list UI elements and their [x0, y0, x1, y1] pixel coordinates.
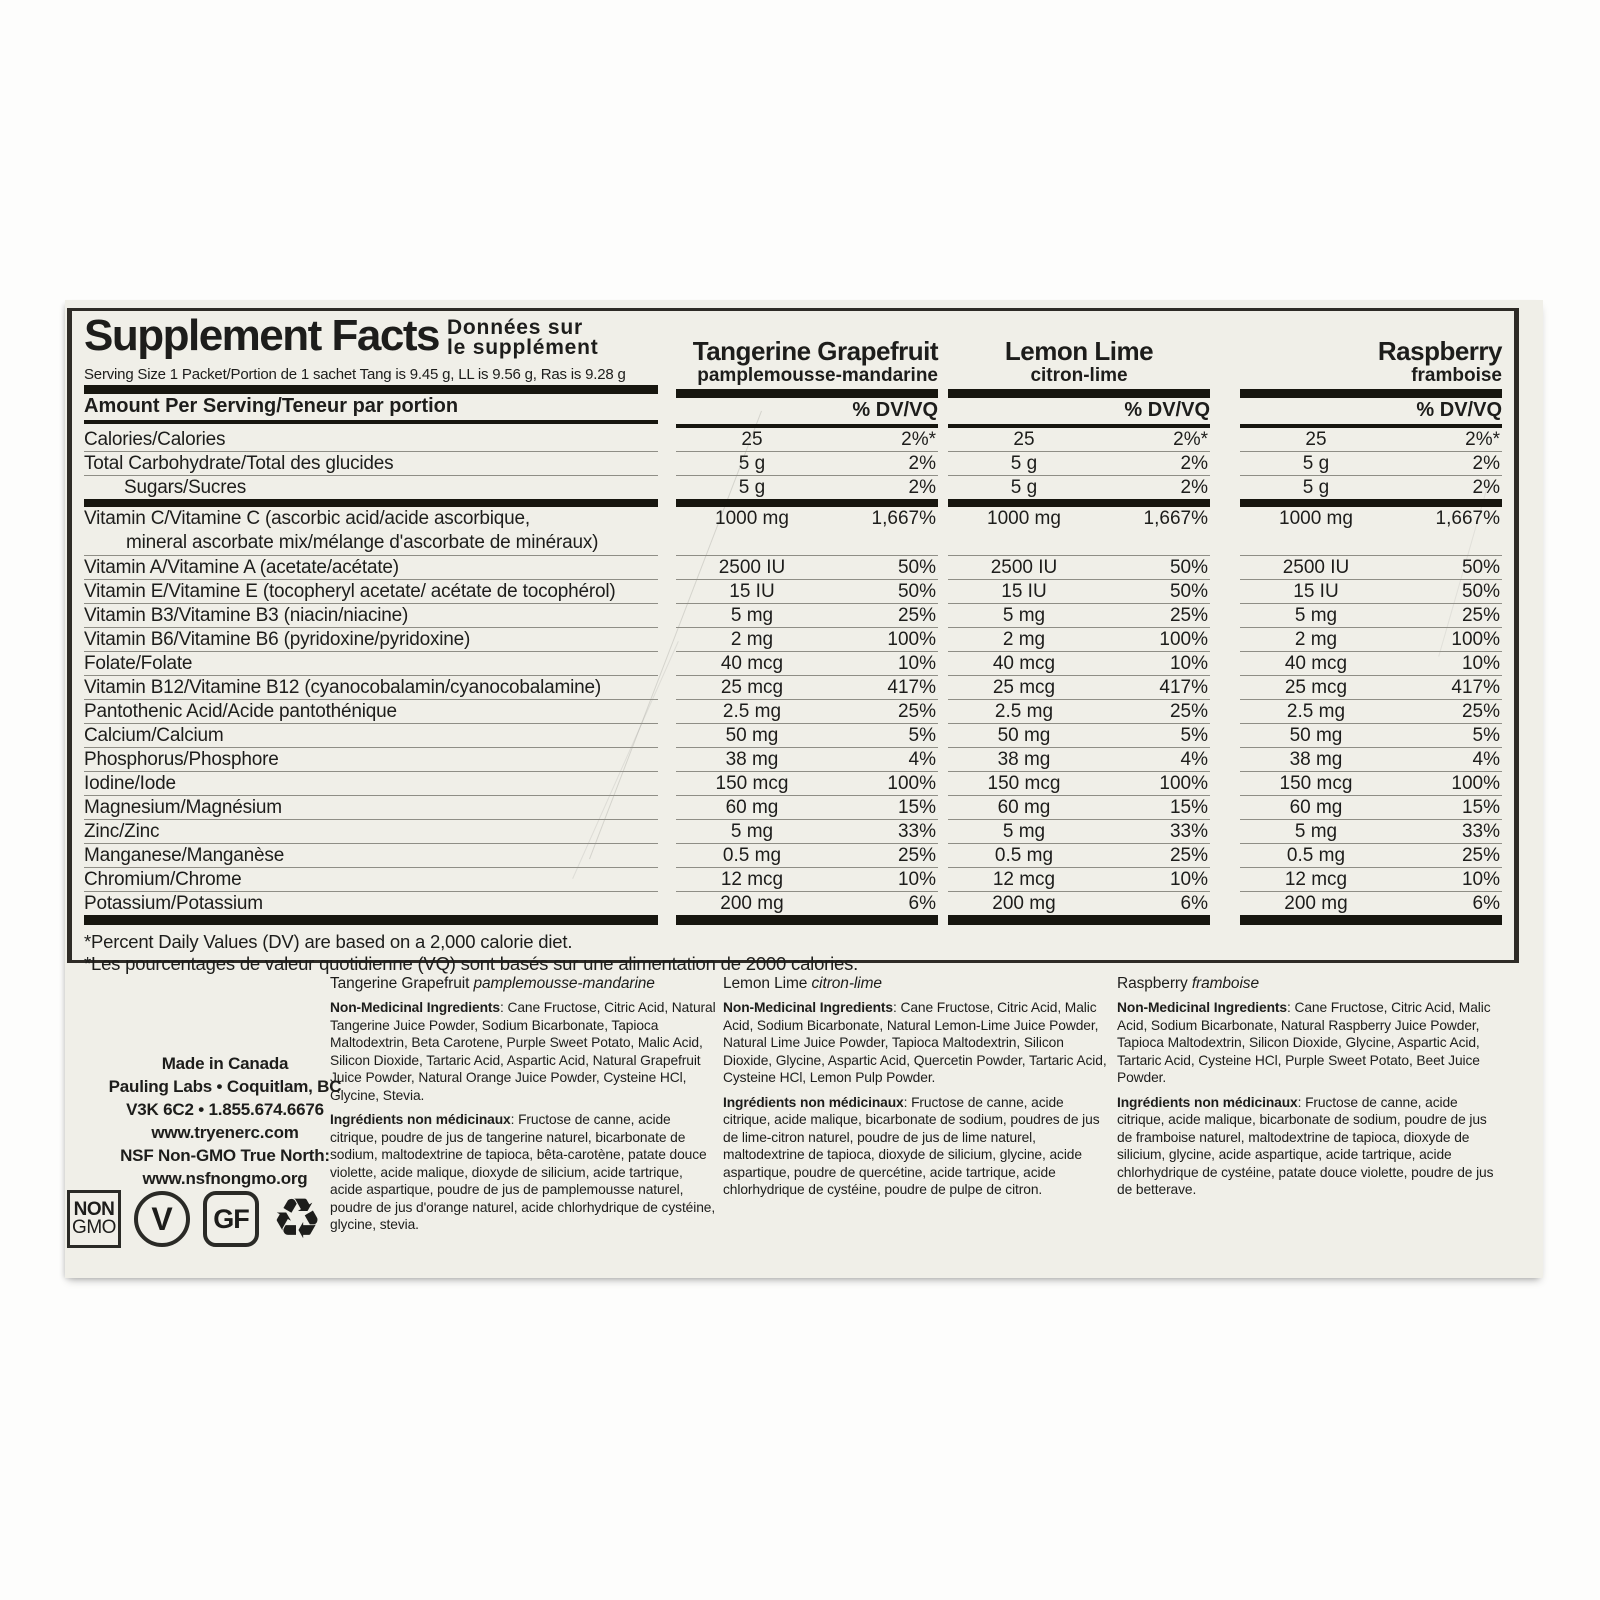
- amount-value: 12 mcg: [992, 869, 1056, 890]
- nutrient-row: [84, 676, 1502, 700]
- non-gmo-icon: [67, 1190, 121, 1248]
- amount-value: 2 mg: [730, 629, 774, 650]
- ingredients-label-fr: Ingrédients non médicinaux: [330, 1112, 511, 1127]
- value-cell-raspberry: [1240, 580, 1502, 604]
- value-cell-lemon-lime: [948, 820, 1210, 844]
- non-medicinal-ingredients-fr: [1117, 1094, 1505, 1199]
- value-cell-raspberry: [1240, 796, 1502, 820]
- nutrient-name: Zinc/Zinc: [84, 820, 658, 844]
- nutrient-name: Phosphorus/Phosphore: [84, 748, 658, 772]
- value-cell-lemon-lime: [948, 580, 1210, 604]
- company-line: www.tryenerc.com: [151, 1123, 299, 1142]
- amount-value: 1000 mg: [1279, 508, 1353, 529]
- value-cell-lemon-lime: [948, 628, 1210, 652]
- supplement-facts-box: [67, 308, 1519, 974]
- ingredients-flavor-name-french: framboise: [1191, 975, 1259, 992]
- ingredients-column-raspberry: [1117, 975, 1505, 1206]
- company-line: Made in Canada: [161, 1054, 289, 1073]
- nutrient-row: [84, 796, 1502, 820]
- nutrient-name: Iodine/Iode: [84, 772, 658, 796]
- value-cell-raspberry: [1240, 476, 1502, 499]
- dv-value: 25%: [897, 701, 936, 722]
- value-cell-lemon-lime: [948, 452, 1210, 476]
- value-cell-tangerine-grapefruit: [676, 652, 938, 676]
- value-cell-raspberry: [1240, 700, 1502, 724]
- ingredients-flavor-heading: [1117, 975, 1505, 993]
- amount-value: 15 IU: [1001, 581, 1047, 602]
- title-fr-line1: Données sur: [446, 316, 583, 339]
- nutrient-row: [84, 700, 1502, 724]
- value-cell-raspberry: [1240, 556, 1502, 580]
- non-medicinal-ingredients-en: [330, 999, 718, 1104]
- company-line: www.nsfnongmo.org: [142, 1169, 308, 1188]
- nutrient-name: Calories/Calories: [84, 428, 658, 452]
- dv-value: 4%: [1180, 749, 1208, 770]
- value-cell-lemon-lime: [948, 476, 1210, 499]
- nutrient-name: Vitamin B12/Vitamine B12 (cyanocobalamin/cyanocobalamine): [84, 676, 658, 700]
- amount-value: 25 mcg: [1284, 677, 1348, 698]
- amount-value: 5 mg: [1002, 605, 1046, 626]
- dv-value: 2%*: [1465, 429, 1500, 450]
- divider-segment: [676, 915, 938, 925]
- company-line: V3K 6C2 • 1.855.674.6676: [126, 1100, 324, 1119]
- dv-value: 2%*: [1173, 429, 1208, 450]
- divider-segment: [1240, 499, 1502, 507]
- nutrient-row: [84, 556, 1502, 580]
- value-cell-tangerine-grapefruit: [676, 476, 938, 499]
- nutrient-name: Total Carbohydrate/Total des glucides: [84, 452, 658, 476]
- value-cell-raspberry: [1240, 428, 1502, 452]
- dv-value: 50%: [897, 581, 936, 602]
- value-cell-lemon-lime: [948, 868, 1210, 892]
- ingredients-text-fr: : Fructose de canne, acide citrique, poudre de jus de tangerine naturel, bicarbonate de sodium, maltodextrine de tapioca, bêta-carotène, patate douce violette, acide malique, dioxyde de silicium, acide tartrique, acide aspartique, poudre de jus de pamplemousse naturel, poudre de jus d'orange naturel, acide chlorhydrique de cystéine, glycine, stevia.: [330, 1112, 716, 1232]
- dv-column-header: % DV/VQ: [1124, 399, 1210, 421]
- amount-value: 2500 IU: [990, 557, 1058, 578]
- thick-divider: [1240, 389, 1502, 398]
- amount-value: 2.5 mg: [1286, 701, 1346, 722]
- amount-value: 2.5 mg: [994, 701, 1054, 722]
- dv-value: 15%: [897, 797, 936, 818]
- dv-value: 4%: [908, 749, 936, 770]
- value-cell-tangerine-grapefruit: [676, 892, 938, 915]
- dv-value: 100%: [1159, 773, 1208, 794]
- value-cell-lemon-lime: [948, 507, 1210, 556]
- nutrient-row: [84, 580, 1502, 604]
- dv-value: 6%: [1472, 893, 1500, 914]
- dv-value: 4%: [1472, 749, 1500, 770]
- gluten-free-icon: [203, 1191, 259, 1247]
- footnotes: [84, 931, 1502, 975]
- amount-value: 1000 mg: [987, 508, 1061, 529]
- value-cell-tangerine-grapefruit: [676, 507, 938, 556]
- amount-value: 150 mcg: [1279, 773, 1353, 794]
- value-cell-raspberry: [1240, 820, 1502, 844]
- dv-column-header: % DV/VQ: [852, 399, 938, 421]
- dv-value: 25%: [897, 605, 936, 626]
- nutrient-table: [84, 428, 1502, 925]
- dv-value: 1,667%: [871, 508, 936, 529]
- gluten-free-letters: GF: [213, 1203, 249, 1234]
- dv-value: 2%: [1472, 453, 1500, 474]
- dv-value: 100%: [887, 773, 936, 794]
- nutrient-row: [84, 652, 1502, 676]
- flavor-name: Raspberry: [1377, 336, 1502, 366]
- nutrient-row: [84, 724, 1502, 748]
- thick-divider: [948, 389, 1210, 398]
- value-cell-raspberry: [1240, 772, 1502, 796]
- dv-value: 417%: [1159, 677, 1208, 698]
- amount-value: 5 g: [1010, 453, 1038, 474]
- dv-value: 5%: [1180, 725, 1208, 746]
- value-cell-raspberry: [1240, 844, 1502, 868]
- ingredients-column-tangerine-grapefruit: [330, 975, 718, 1241]
- amount-value: 200 mg: [720, 893, 784, 914]
- amount-value: 15 IU: [1293, 581, 1339, 602]
- dv-value: 100%: [887, 629, 936, 650]
- nutrient-row: [84, 748, 1502, 772]
- nutrient-row: [84, 820, 1502, 844]
- amount-value: 40 mcg: [1284, 653, 1348, 674]
- nutrient-name: Vitamin E/Vitamine E (tocopheryl acetate/ acétate de tocophérol): [84, 580, 658, 604]
- company-line: NSF Non-GMO True North:: [120, 1146, 330, 1165]
- amount-value: 40 mcg: [992, 653, 1056, 674]
- amount-value: 0.5 mg: [1286, 845, 1346, 866]
- nutrient-name: Folate/Folate: [84, 652, 658, 676]
- non-medicinal-ingredients-fr: [330, 1111, 718, 1234]
- amount-value: 25 mcg: [720, 677, 784, 698]
- dv-value: 50%: [1169, 581, 1208, 602]
- company-info: [87, 1052, 363, 1190]
- amount-value: 2 mg: [1294, 629, 1338, 650]
- ingredients-flavor-heading: [330, 975, 718, 993]
- value-cell-raspberry: [1240, 652, 1502, 676]
- amount-value: 50 mg: [725, 725, 779, 746]
- dv-value: 15%: [1169, 797, 1208, 818]
- value-cell-tangerine-grapefruit: [676, 556, 938, 580]
- dv-value: 25%: [1461, 845, 1500, 866]
- amount-value: 5 g: [738, 453, 766, 474]
- amount-value: 0.5 mg: [994, 845, 1054, 866]
- amount-value: 12 mcg: [1284, 869, 1348, 890]
- amount-value: 60 mg: [997, 797, 1051, 818]
- ingredients-label-en: Non-Medicinal Ingredients: [723, 1000, 893, 1015]
- supplement-label-panel: [65, 300, 1543, 1278]
- dv-value: 10%: [1461, 869, 1500, 890]
- nutrient-row: [84, 452, 1502, 476]
- nutrient-row: [84, 844, 1502, 868]
- dv-value: 25%: [897, 845, 936, 866]
- flavor-header-raspberry: [1240, 315, 1502, 428]
- flavor-name: Lemon Lime: [1004, 336, 1154, 366]
- dv-value: 6%: [1180, 893, 1208, 914]
- amount-value: 5 mg: [730, 821, 774, 842]
- nutrient-row: [84, 772, 1502, 796]
- value-cell-lemon-lime: [948, 676, 1210, 700]
- value-cell-tangerine-grapefruit: [676, 724, 938, 748]
- ingredients-text-en: : Cane Fructose, Citric Acid, Natural Tangerine Juice Powder, Sodium Bicarbonate, Tapioca Maltodextrin, Beta Carotene, Purple Sweet Potato, Malic Acid, Silicon Dioxide, Tartaric Acid, Aspartic Acid, Natural Grapefruit Juice Powder, Natural Orange Juice Powder, Cysteine HCl, Glycine, Stevia.: [330, 1000, 716, 1103]
- value-cell-tangerine-grapefruit: [676, 628, 938, 652]
- amount-value: 5 mg: [1294, 821, 1338, 842]
- value-cell-tangerine-grapefruit: [676, 844, 938, 868]
- amount-value: 2500 IU: [1282, 557, 1350, 578]
- amount-value: 5 mg: [730, 605, 774, 626]
- dv-value: 2%: [1180, 477, 1208, 498]
- amount-value: 50 mg: [1289, 725, 1343, 746]
- dv-value: 1,667%: [1143, 508, 1208, 529]
- dv-value: 5%: [908, 725, 936, 746]
- amount-value: 40 mcg: [720, 653, 784, 674]
- value-cell-tangerine-grapefruit: [676, 748, 938, 772]
- amount-value: 5 g: [738, 477, 766, 498]
- dv-value: 50%: [1169, 557, 1208, 578]
- value-cell-raspberry: [1240, 892, 1502, 915]
- nutrient-name: Manganese/Manganèse: [84, 844, 658, 868]
- ingredients-text-fr: : Fructose de canne, acide citrique, acide malique, bicarbonate de sodium, poudres de jus de lime-citron naturel, poudre de jus de lime naturel, maltodextrine de tapioca, dioxyde de silicium, glycine, acide aspartique, poudre de quercétine, acide tartrique, acide chlorhydrique de cystéine, poudre de pulpe de citron.: [723, 1094, 1100, 1197]
- certification-badges: [67, 1187, 323, 1250]
- dv-value: 15%: [1461, 797, 1500, 818]
- amount-value: 200 mg: [992, 893, 1056, 914]
- amount-value: 5 mg: [1294, 605, 1338, 626]
- ingredients-text-en: : Cane Fructose, Citric Acid, Malic Acid, Sodium Bicarbonate, Natural Raspberry Juice Powder, Tapioca Maltodextrin, Silicon Dioxide, Glycine, Aspartic Acid, Tartaric Acid, Cysteine HCl, Purple Sweet Potato, Beet Juice Powder.: [1117, 1000, 1491, 1085]
- value-cell-raspberry: [1240, 676, 1502, 700]
- nutrient-name: Magnesium/Magnésium: [84, 796, 658, 820]
- dv-value: 1,667%: [1435, 508, 1500, 529]
- value-cell-tangerine-grapefruit: [676, 580, 938, 604]
- thick-divider: [84, 385, 658, 394]
- amount-value: 15 IU: [729, 581, 775, 602]
- nutrient-row: [84, 476, 1502, 499]
- dv-value: 100%: [1159, 629, 1208, 650]
- value-cell-tangerine-grapefruit: [676, 604, 938, 628]
- nutrient-name-line2: mineral ascorbate mix/mélange d'ascorbate de minéraux): [126, 532, 599, 553]
- recycle-symbol: ♻: [272, 1187, 323, 1250]
- thick-divider-row: [84, 499, 1502, 507]
- value-cell-lemon-lime: [948, 748, 1210, 772]
- value-cell-raspberry: [1240, 868, 1502, 892]
- divider-segment: [84, 499, 658, 507]
- amount-value: 25: [1305, 429, 1327, 450]
- dv-value: 10%: [897, 653, 936, 674]
- footnote-french: *Les pourcentages de valeur quotidienne (VQ) sont basés sur une alimentation de 2000 calories.: [84, 953, 859, 974]
- flavor-header-lemon-lime: [948, 315, 1210, 428]
- ingredients-text-en: : Cane Fructose, Citric Acid, Malic Acid, Sodium Bicarbonate, Natural Lemon-Lime Juice Powder, Natural Lime Juice Powder, Tapioca Maltodextrin, Silicon Dioxide, Glycine, Aspartic Acid, Quercetin Powder, Tartaric Acid, Cysteine HCl, Lemon Pulp Powder.: [723, 1000, 1107, 1085]
- amount-value: 2 mg: [1002, 629, 1046, 650]
- thick-divider: [676, 389, 938, 398]
- amount-value: 2.5 mg: [722, 701, 782, 722]
- dv-value: 33%: [1461, 821, 1500, 842]
- nutrient-name: [84, 507, 658, 556]
- dv-value: 10%: [897, 869, 936, 890]
- amount-value: 5 mg: [1002, 821, 1046, 842]
- nutrient-name: Vitamin B3/Vitamine B3 (niacin/niacine): [84, 604, 658, 628]
- title-fr-line2: le supplément: [446, 336, 599, 359]
- value-cell-lemon-lime: [948, 652, 1210, 676]
- flavor-name-french: citron-lime: [1030, 365, 1128, 386]
- flavor-name-french: framboise: [1411, 365, 1502, 386]
- value-cell-raspberry: [1240, 748, 1502, 772]
- amount-value: 38 mg: [997, 749, 1051, 770]
- dv-column-header: % DV/VQ: [1416, 399, 1502, 421]
- flavor-name-french: pamplemousse-mandarine: [697, 365, 938, 386]
- value-cell-lemon-lime: [948, 700, 1210, 724]
- ingredients-label-fr: Ingrédients non médicinaux: [1117, 1094, 1298, 1110]
- nutrient-name: Pantothenic Acid/Acide pantothénique: [84, 700, 658, 724]
- medium-divider: [84, 420, 658, 424]
- ingredients-flavor-name-french: citron-lime: [811, 975, 882, 992]
- dv-value: 2%: [1180, 453, 1208, 474]
- dv-value: 50%: [1461, 557, 1500, 578]
- amount-value: 5 g: [1010, 477, 1038, 498]
- amount-value: 12 mcg: [720, 869, 784, 890]
- amount-value: 150 mcg: [715, 773, 789, 794]
- ingredients-column-lemon-lime: [723, 975, 1111, 1206]
- amount-value: 5 g: [1302, 453, 1330, 474]
- dv-value: 5%: [1472, 725, 1500, 746]
- value-cell-tangerine-grapefruit: [676, 772, 938, 796]
- amount-value: 150 mcg: [987, 773, 1061, 794]
- dv-value: 33%: [897, 821, 936, 842]
- company-line: Pauling Labs • Coquitlam, BC: [108, 1077, 342, 1096]
- dv-value: 10%: [1169, 869, 1208, 890]
- amount-value: 0.5 mg: [722, 845, 782, 866]
- value-cell-lemon-lime: [948, 844, 1210, 868]
- dv-value: 25%: [1461, 701, 1500, 722]
- divider-segment: [84, 915, 658, 925]
- divider-segment: [948, 915, 1210, 925]
- dv-value: 2%: [908, 477, 936, 498]
- value-cell-lemon-lime: [948, 724, 1210, 748]
- ingredients-flavor-name: Tangerine Grapefruit: [330, 975, 474, 992]
- serving-size-text: Serving Size 1 Packet/Portion de 1 sachet Tang is 9.45 g, LL is 9.56 g, Ras is 9.28 g: [84, 366, 626, 383]
- amount-value: 38 mg: [1289, 749, 1343, 770]
- value-cell-lemon-lime: [948, 772, 1210, 796]
- dv-value: 6%: [908, 893, 936, 914]
- amount-value: 25 mcg: [992, 677, 1056, 698]
- ingredients-flavor-heading: [723, 975, 1111, 993]
- footnote-english: *Percent Daily Values (DV) are based on a 2,000 calorie diet.: [84, 931, 573, 952]
- value-cell-raspberry: [1240, 724, 1502, 748]
- amount-value: 38 mg: [725, 749, 779, 770]
- flavor-name: Tangerine Grapefruit: [692, 336, 938, 366]
- supplement-facts-title-french: [447, 318, 599, 358]
- amount-value: 50 mg: [997, 725, 1051, 746]
- ingredients-flavor-name-french: pamplemousse-mandarine: [473, 975, 655, 992]
- supplement-facts-title: Supplement Facts: [84, 311, 439, 360]
- nutrient-name: Vitamin B6/Vitamine B6 (pyridoxine/pyridoxine): [84, 628, 658, 652]
- nutrient-name: Chromium/Chrome: [84, 868, 658, 892]
- dv-value: 25%: [1461, 605, 1500, 626]
- non-medicinal-ingredients-fr: [723, 1094, 1111, 1199]
- nutrient-name: Calcium/Calcium: [84, 724, 658, 748]
- non-gmo-text-bottom: GMO: [72, 1217, 116, 1238]
- vegan-icon: [134, 1191, 190, 1247]
- non-medicinal-ingredients-en: [723, 999, 1111, 1087]
- value-cell-lemon-lime: [948, 428, 1210, 452]
- value-cell-lemon-lime: [948, 796, 1210, 820]
- dv-value: 25%: [1169, 845, 1208, 866]
- amount-value: 60 mg: [1289, 797, 1343, 818]
- ingredients-label-en: Non-Medicinal Ingredients: [330, 1000, 500, 1015]
- value-cell-tangerine-grapefruit: [676, 452, 938, 476]
- thick-divider-row: [84, 915, 1502, 925]
- value-cell-raspberry: [1240, 507, 1502, 556]
- value-cell-lemon-lime: [948, 892, 1210, 915]
- divider-segment: [1240, 915, 1502, 925]
- dv-value: 2%: [1472, 477, 1500, 498]
- dv-value: 100%: [1451, 629, 1500, 650]
- nutrient-row: [84, 507, 1502, 556]
- ingredients-flavor-name: Lemon Lime: [723, 975, 812, 992]
- nutrient-row: [84, 604, 1502, 628]
- ingredients-text-fr: : Fructose de canne, acide citrique, acide malique, bicarbonate de sodium, poudre de jus de framboise naturel, maltodextrine de tapioca, dioxyde de silicium, glycine, acide aspartique, acide tartrique, acide chlorhydrique de cystéine, patate douce violette, poudre de jus de betterave.: [1117, 1094, 1494, 1197]
- amount-value: 2500 IU: [718, 557, 786, 578]
- ingredients-label-fr: Ingrédients non médicinaux: [723, 1094, 904, 1110]
- ingredients-label-en: Non-Medicinal Ingredients: [1117, 1000, 1287, 1015]
- dv-value: 2%: [908, 453, 936, 474]
- amount-value: 5 g: [1302, 477, 1330, 498]
- dv-value: 417%: [1451, 677, 1500, 698]
- dv-value: 10%: [1169, 653, 1208, 674]
- non-medicinal-ingredients-en: [1117, 999, 1505, 1087]
- non-gmo-text-top: NON: [73, 1199, 115, 1220]
- nutrient-name: Sugars/Sucres: [124, 477, 247, 498]
- dv-value: 50%: [1461, 581, 1500, 602]
- value-cell-tangerine-grapefruit: [676, 868, 938, 892]
- value-cell-raspberry: [1240, 604, 1502, 628]
- nutrient-row: [84, 428, 1502, 452]
- vegan-letter: V: [151, 1200, 173, 1237]
- nutrient-row: [84, 868, 1502, 892]
- recycle-icon: [272, 1187, 323, 1250]
- amount-value: 60 mg: [725, 797, 779, 818]
- nutrient-name-line1: Vitamin C/Vitamine C (ascorbic acid/acide ascorbique,: [84, 508, 530, 529]
- dv-value: 33%: [1169, 821, 1208, 842]
- amount-value: 1000 mg: [715, 508, 789, 529]
- facts-header: [84, 311, 1502, 428]
- ingredients-flavor-name: Raspberry: [1117, 975, 1192, 992]
- flavor-header-tangerine-grapefruit: [676, 315, 938, 428]
- value-cell-lemon-lime: [948, 604, 1210, 628]
- dv-value: 25%: [1169, 605, 1208, 626]
- dv-value: 50%: [897, 557, 936, 578]
- dv-value: 417%: [887, 677, 936, 698]
- value-cell-tangerine-grapefruit: [676, 700, 938, 724]
- value-cell-tangerine-grapefruit: [676, 428, 938, 452]
- dv-value: 10%: [1461, 653, 1500, 674]
- dv-value: 2%*: [901, 429, 936, 450]
- divider-segment: [948, 499, 1210, 507]
- value-cell-raspberry: [1240, 452, 1502, 476]
- divider-segment: [676, 499, 938, 507]
- nutrient-row: [84, 892, 1502, 915]
- facts-header-left: [84, 311, 658, 428]
- value-cell-tangerine-grapefruit: [676, 820, 938, 844]
- nutrient-row: [84, 628, 1502, 652]
- value-cell-raspberry: [1240, 628, 1502, 652]
- amount-value: 25: [741, 429, 763, 450]
- nutrient-name: Vitamin A/Vitamine A (acetate/acétate): [84, 556, 658, 580]
- value-cell-tangerine-grapefruit: [676, 676, 938, 700]
- amount-value: 25: [1013, 429, 1035, 450]
- amount-value: 200 mg: [1284, 893, 1348, 914]
- amount-per-serving-header: Amount Per Serving/Teneur par portion: [84, 395, 459, 417]
- nutrient-name: Potassium/Potassium: [84, 893, 263, 914]
- value-cell-lemon-lime: [948, 556, 1210, 580]
- value-cell-tangerine-grapefruit: [676, 796, 938, 820]
- dv-value: 25%: [1169, 701, 1208, 722]
- dv-value: 100%: [1451, 773, 1500, 794]
